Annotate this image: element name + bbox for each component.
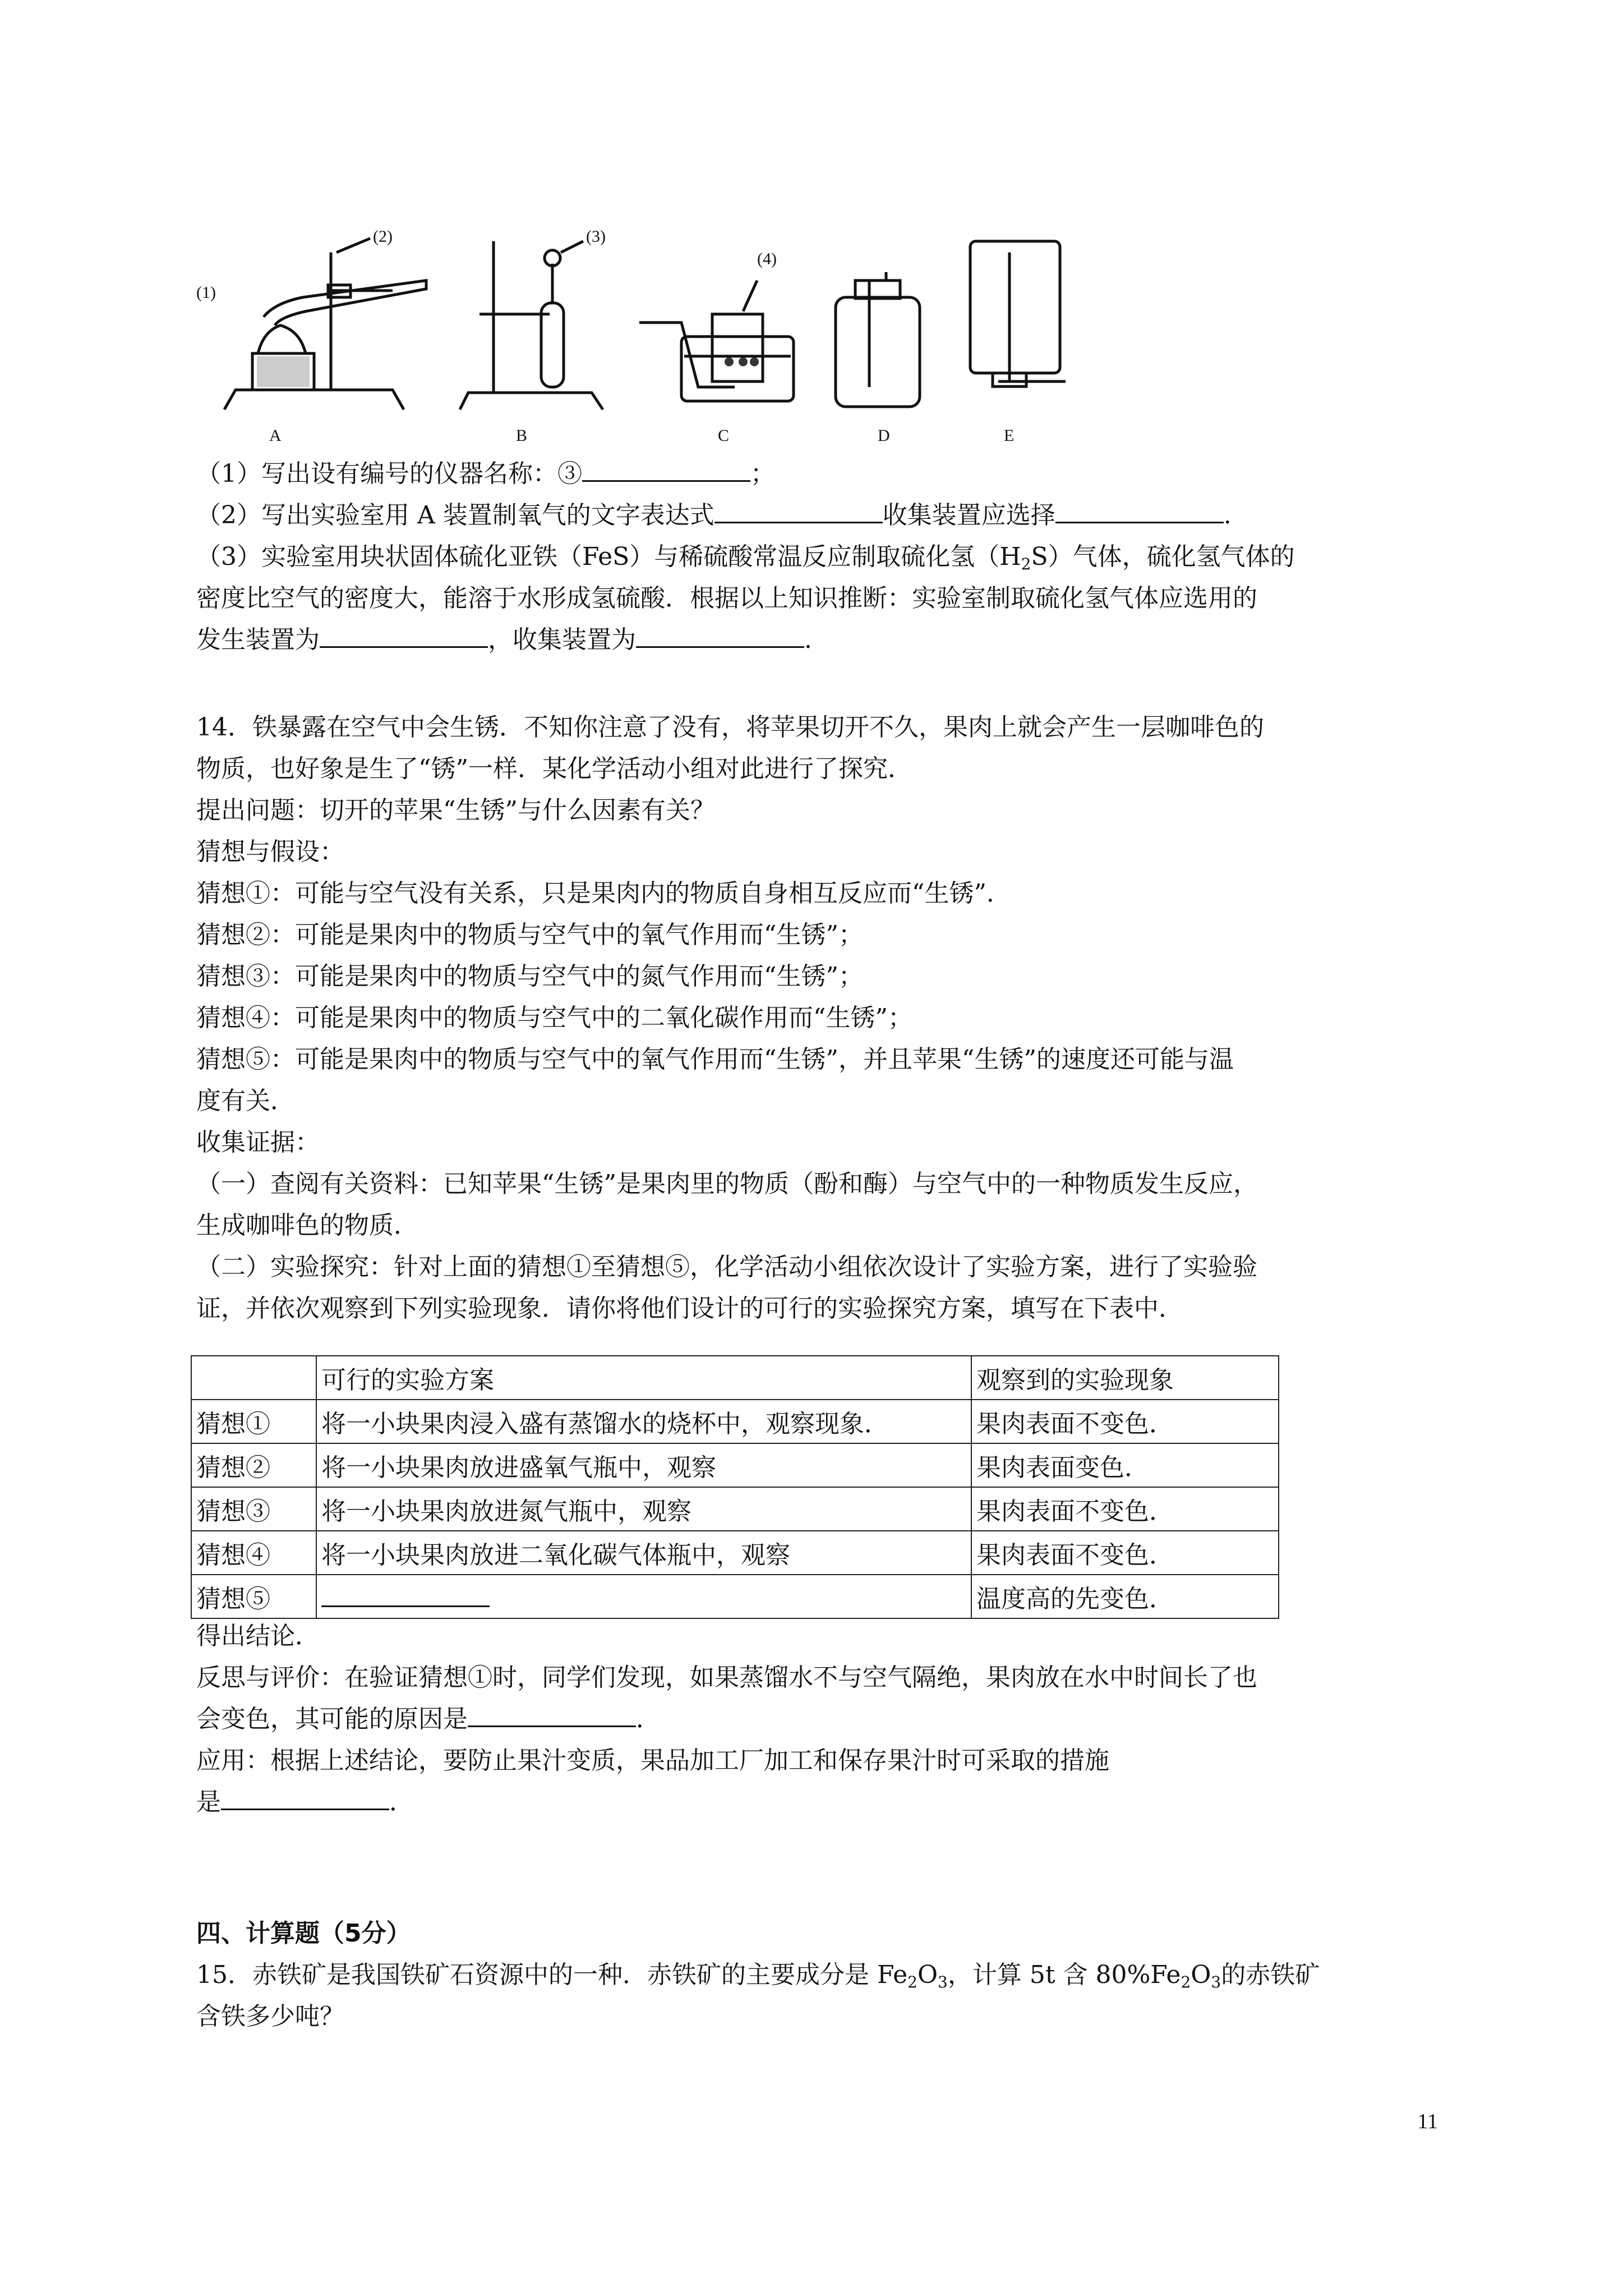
table-cell: 猜想① (191, 1400, 316, 1443)
apparatus-label-d: D (878, 426, 890, 445)
table-cell: 将一小块果肉放进二氧化碳气体瓶中，观察 (316, 1531, 971, 1575)
conclusion-line: 得出结论． (196, 1622, 320, 1650)
q14-line: 猜想与假设： (196, 838, 344, 866)
q14-line: 猜想③：可能是果肉中的物质与空气中的氮气作用而“生锈”； (196, 962, 863, 991)
q15-line1: 15．赤铁矿是我国铁矿石资源中的一种．赤铁矿的主要成分是 $Fe_2O_3$，计算 5t 含 $80\%Fe_2O_3$的赤铁矿 (196, 1961, 1320, 1991)
q13-block (196, 453, 1441, 661)
apparatus-label-e: E (1004, 426, 1015, 445)
application-line: 应用：根据上述结论，要防止果汁变质，果品加工厂加工和保存果汁时可采取的措施 (196, 1746, 1109, 1775)
table-row (191, 1400, 1279, 1443)
table-cell: 猜想④ (191, 1531, 316, 1575)
q14-line: 猜想①：可能与空气没有关系，只是果肉内的物质自身相互反应而“生锈”． (196, 879, 1011, 908)
q13-part3-line1: （3）实验室用块状固体硫化亚铁（FeS）与稀硫酸常温反应制取硫化氢$(H_2S)$气体，硫化氢气体的 (196, 542, 1295, 573)
answer-blank[interactable] (320, 620, 488, 648)
q14-line: 生成咖啡色的物质． (196, 1211, 418, 1240)
apparatus-label-a: A (269, 426, 282, 445)
page-number: 11 (1417, 2110, 1438, 2133)
q14-after-table (196, 1616, 1441, 1823)
answer-blank[interactable] (321, 1580, 490, 1607)
experiment-table (191, 1355, 1279, 1619)
q14-line: 提出问题：切开的苹果“生锈”与什么因素有关？ (196, 796, 715, 825)
q14-line: （一）查阅有关资料：已知苹果“生锈”是果肉里的物质（酚和酶）与空气中的一种物质发生反应， (196, 1170, 1258, 1198)
table-cell: 温度高的先变色． (971, 1575, 1279, 1618)
table-cell: 将一小块果肉放进盛氧气瓶中，观察 (316, 1443, 971, 1487)
reflection-line-2: 会变色，其可能的原因是 ． (196, 1699, 1441, 1740)
table-row (191, 1487, 1279, 1531)
section-heading: 四、计算题（5分） (196, 1919, 411, 1948)
table-cell: 果肉表面不变色． (971, 1531, 1279, 1575)
q13-part3-line2: 密度比空气的密度大，能溶于水形成氢硫酸．根据以上知识推断：实验室制取硫化氢气体应选用的 (196, 584, 1257, 613)
table-cell: 将一小块果肉浸入盛有蒸馏水的烧杯中，观察现象． (316, 1400, 971, 1443)
table-header-cell (191, 1356, 316, 1400)
apparatus-figure (191, 219, 1077, 454)
q14-line: 猜想②：可能是果肉中的物质与空气中的氧气作用而“生锈”； (196, 921, 863, 949)
q13-part1: （1）写出设有编号的仪器名称：③ ； (196, 453, 1441, 495)
table-row (191, 1531, 1279, 1575)
q14-block (196, 707, 1441, 1329)
callout-2: (2) (373, 227, 393, 246)
table-cell: 将一小块果肉放进氮气瓶中，观察 (316, 1487, 971, 1531)
table-cell: 果肉表面变色． (971, 1443, 1279, 1487)
q14-line: 证，并依次观察到下列实验现象．请你将他们设计的可行的实验探究方案，填写在下表中． (196, 1294, 1183, 1323)
apparatus-label-c: C (718, 426, 730, 445)
table-cell: 果肉表面不变色． (971, 1487, 1279, 1531)
q15-line2: 含铁多少吨？ (196, 2002, 344, 2031)
callout-1: (1) (196, 283, 216, 302)
application-line-2: 是 ． (196, 1782, 1441, 1823)
table-cell: 果肉表面不变色． (971, 1400, 1279, 1443)
table-header-cell: 观察到的实验现象 (971, 1356, 1279, 1400)
table-header-cell: 可行的实验方案 (316, 1356, 971, 1400)
answer-blank[interactable] (582, 454, 750, 482)
q14-line: 猜想⑤：可能是果肉中的物质与空气中的氧气作用而“生锈”，并且苹果“生锈”的速度还可能与温 (196, 1045, 1234, 1074)
table-cell (316, 1575, 971, 1618)
q14-line: 猜想④：可能是果肉中的物质与空气中的二氧化碳作用而“生锈”； (196, 1004, 912, 1032)
section-4 (196, 1913, 1441, 2037)
table-row (191, 1575, 1279, 1618)
reflection-line: 反思与评价：在验证猜想①时，同学们发现，如果蒸馏水不与空气隔绝，果肉放在水中时间长了也 (196, 1663, 1257, 1692)
apparatus-label-b: B (516, 426, 528, 445)
q13-part2: （2）写出实验室用 A 装置制氧气的文字表达式 收集装置应选择 . (196, 495, 1441, 536)
table-cell: 猜想② (191, 1443, 316, 1487)
table-cell: 猜想⑤ (191, 1575, 316, 1618)
table-cell: 猜想③ (191, 1487, 316, 1531)
q14-line: （二）实验探究：针对上面的猜想①至猜想⑤，化学活动小组依次设计了实验方案，进行了实验验 (196, 1253, 1257, 1281)
answer-blank[interactable] (221, 1783, 389, 1810)
q14-line: 物质，也好象是生了“锈”一样．某化学活动小组对此进行了探究． (196, 754, 912, 783)
answer-blank[interactable] (714, 496, 883, 523)
answer-blank[interactable] (468, 1700, 636, 1727)
answer-blank[interactable] (1055, 496, 1224, 523)
table-row (191, 1443, 1279, 1487)
callout-3: (3) (586, 227, 606, 246)
q14-line: 14．铁暴露在空气中会生锈．不知你注意了没有，将苹果切开不久，果肉上就会产生一层咖啡色的 (196, 713, 1264, 742)
lab-apparatus-drawing (191, 219, 1077, 454)
table-header-row (191, 1356, 1279, 1400)
q14-line: 收集证据： (196, 1128, 320, 1157)
answer-blank[interactable] (636, 620, 804, 648)
callout-4: (4) (757, 250, 777, 268)
q13-part3-line3: 发生装置为 ，收集装置为 . (196, 619, 1441, 661)
q14-line: 度有关． (196, 1087, 295, 1115)
